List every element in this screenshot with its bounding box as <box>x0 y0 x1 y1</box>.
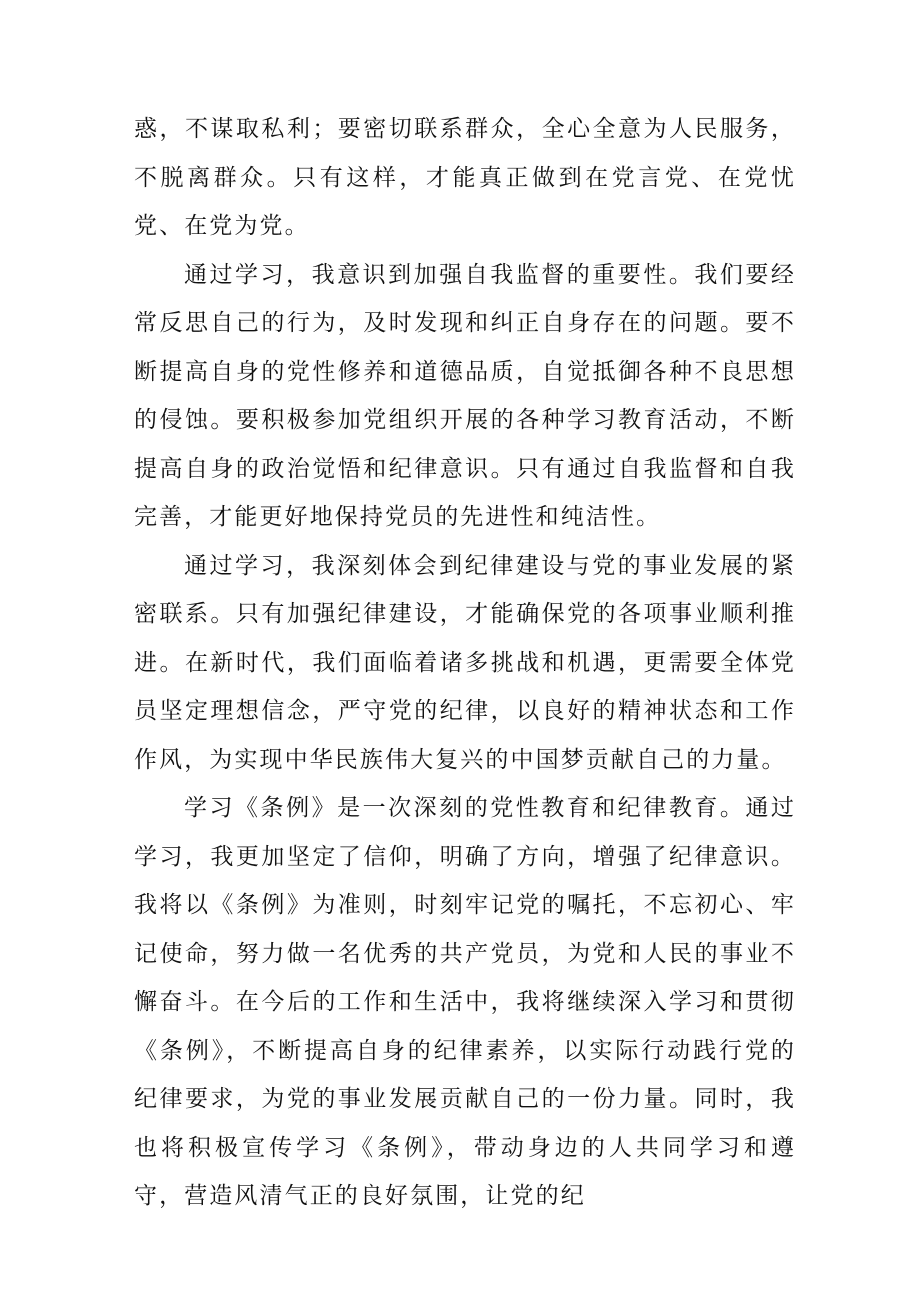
paragraph-continuation: 惑，不谋取私利；要密切联系群众，全心全意为人民服务，不脱离群众。只有这样，才能真正做到在党言党、在党忧党、在党为党。 <box>134 116 796 239</box>
paragraph-discipline-development: 通过学习，我深刻体会到纪律建设与党的事业发展的紧密联系。只有加强纪律建设，才能确保党的各项事业顺利推进。在新时代，我们面临着诸多挑战和机遇，更需要全体党员坚定理想信念，严守党的纪律，以良好的精神状态和工作作风，为实现中华民族伟大复兴的中国梦贡献自己的力量。 <box>134 552 796 773</box>
paragraph-study-regulations: 学习《条例》是一次深刻的党性教育和纪律教育。通过学习，我更加坚定了信仰，明确了方向，增强了纪律意识。我将以《条例》为准则，时刻牢记党的嘱托，不忘初心、牢记使命，努力做一名优秀的共产党员，为党和人民的事业不懈奋斗。在今后的工作和生活中，我将继续深入学习和贯彻《条例》，不断提高自身的纪律素养，以实际行动践行党的纪律要求，为党的事业发展贡献自己的一份力量。同时，我也将积极宣传学习《条例》，带动身边的人共同学习和遵守，营造风清气正的良好氛围，让党的纪 <box>134 795 796 1209</box>
document-body <box>134 105 796 1221</box>
paragraph-self-supervision: 通过学习，我意识到加强自我监督的重要性。我们要经常反思自己的行为，及时发现和纠正自身存在的问题。要不断提高自身的党性修养和道德品质，自觉抵御各种不良思想的侵蚀。要积极参加党组织开展的各种学习教育活动，不断提高自身的政治觉悟和纪律意识。只有通过自我监督和自我完善，才能更好地保持党员的先进性和纯洁性。 <box>134 261 796 530</box>
